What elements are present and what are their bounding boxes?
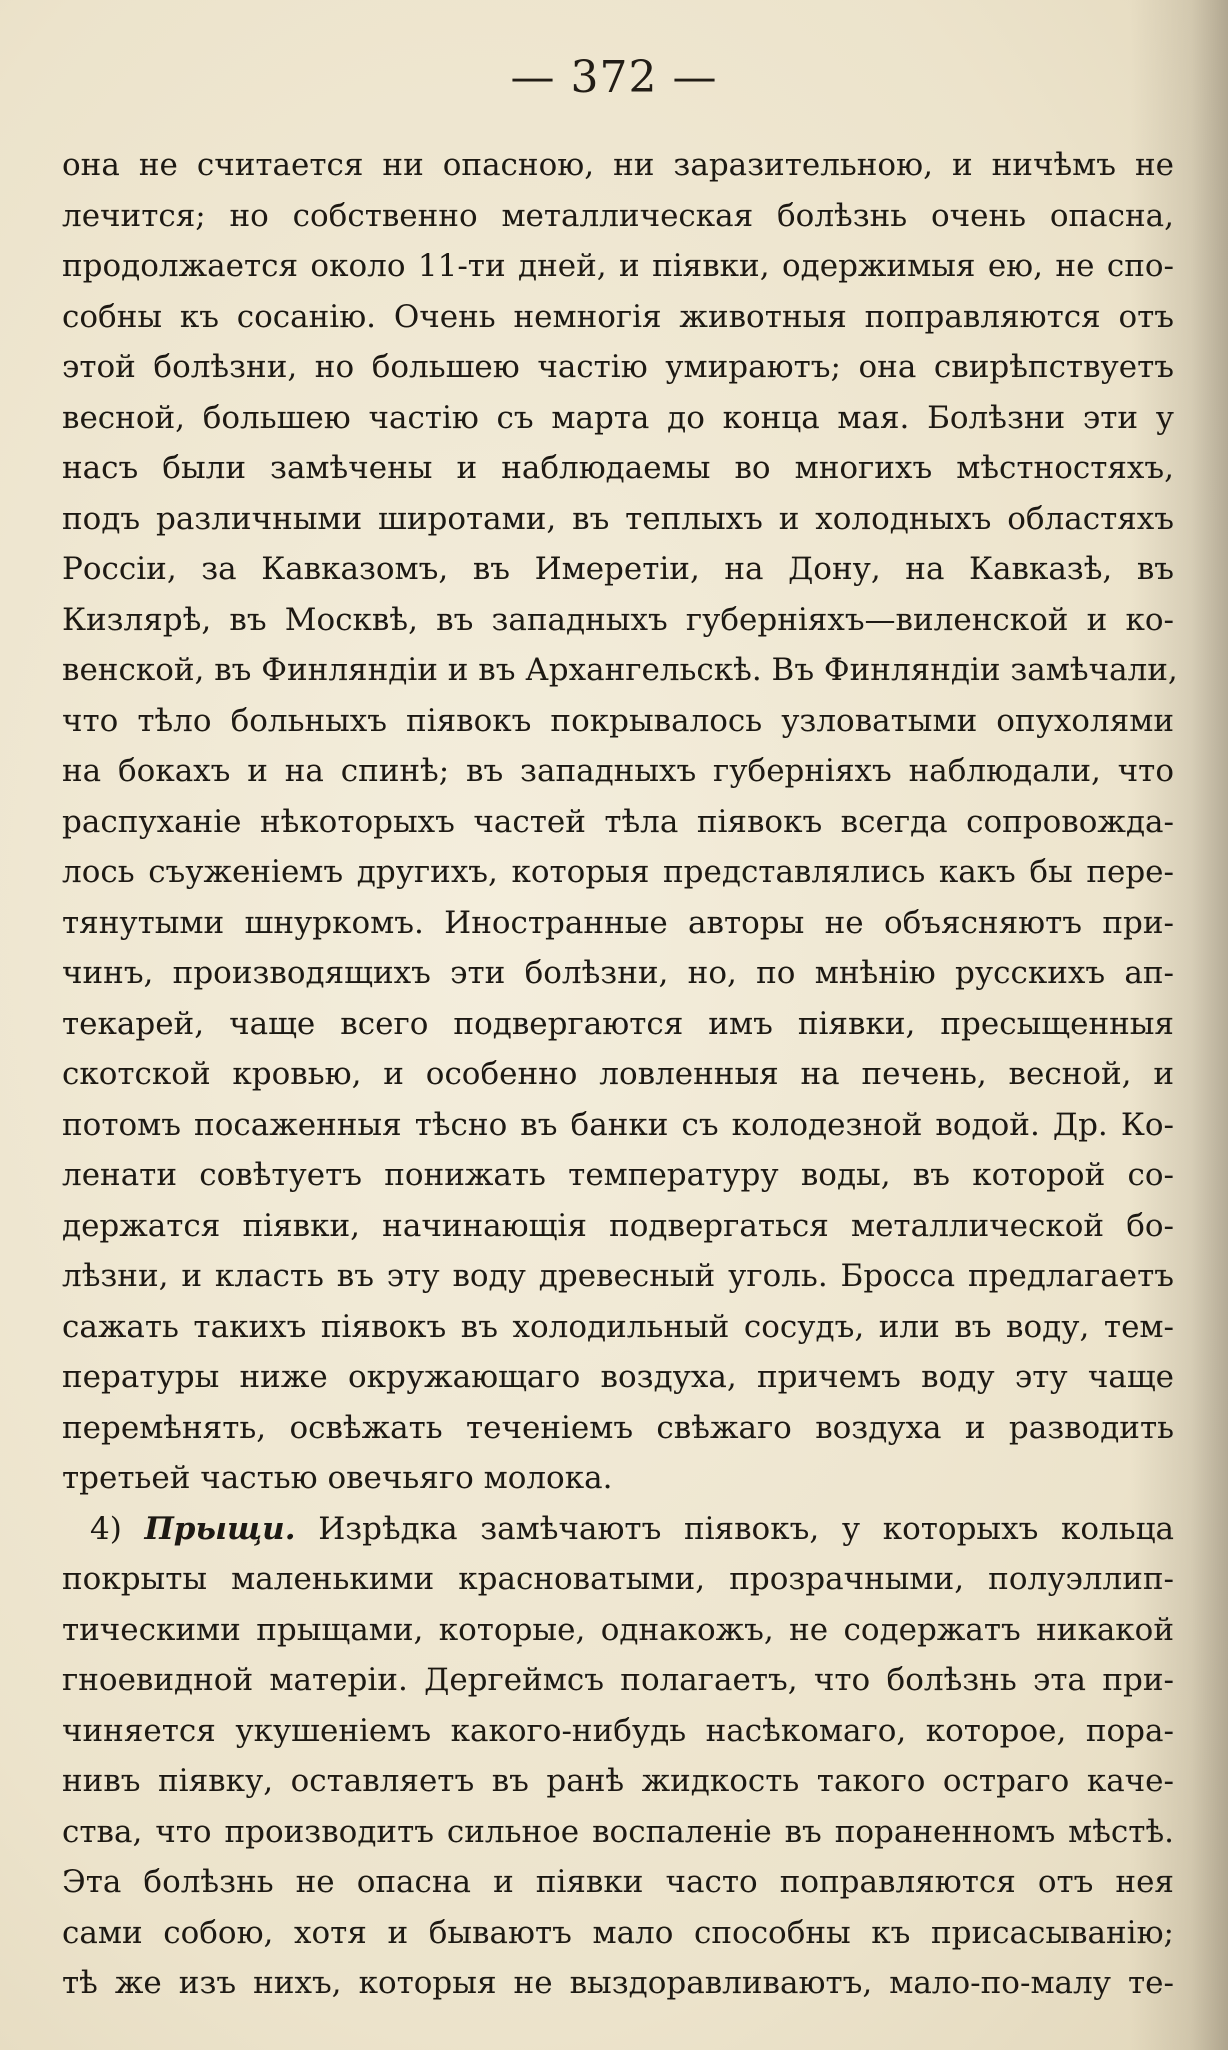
paragraph-1	[62, 140, 1178, 1504]
text-line: нивъ піявку, оставляетъ въ ранѣ жидкость такого остраго каче-	[62, 1763, 1174, 1799]
text-line: этой болѣзни, но большею частію умираютъ; она свирѣпствуетъ	[62, 349, 1174, 385]
section-number: 4)	[90, 1510, 122, 1547]
text-line: чинъ, производящихъ эти болѣзни, но, по мнѣнію русскихъ ап-	[62, 955, 1174, 991]
paragraph-2-first-line	[62, 1504, 1174, 1555]
text-line: ства, что производитъ сильное воспаленіе въ пораненномъ мѣстѣ.	[62, 1813, 1174, 1850]
text-line: что тѣло больныхъ піявокъ покрывалось узловатыми опухолями	[62, 702, 1174, 739]
text-line: покрыты маленькими красноватыми, прозрачными, полуэллип-	[62, 1561, 1174, 1597]
text-line: лечится; но собственно металлическая болѣзнь очень опасна,	[62, 197, 1174, 234]
text-line: третьей частью овечьяго молока.	[62, 1460, 613, 1496]
text-line: сами собою, хотя и бываютъ мало способны къ присасыванію;	[62, 1914, 1174, 1951]
text-line: сажать такихъ піявокъ въ холодильный сосудъ, или въ воду, тем-	[62, 1308, 1174, 1345]
text-line: Россіи, за Кавказомъ, въ Имеретіи, на Дону, на Кавказѣ, въ	[62, 551, 1174, 587]
text-line: весной, большею частію съ марта до конца мая. Болѣзни эти у	[62, 399, 1174, 436]
text-line: текарей, чаще всего подвергаются имъ піявки, пресыщенныя	[62, 1005, 1174, 1042]
text-line: Эта болѣзнь не опасна и піявки часто поправляются отъ нея	[62, 1864, 1174, 1900]
text-line: лѣзни, и класть въ эту воду древесный уголь. Бросса предлагаетъ	[62, 1258, 1174, 1294]
text-line: гноевидной матеріи. Дергеймсъ полагаетъ, что болѣзнь эта при-	[62, 1662, 1174, 1698]
text-line: держатся піявки, начинающія подвергаться металлической бо-	[62, 1207, 1174, 1244]
text-line: лось съуженіемъ другихъ, которыя представлялись какъ бы пере-	[62, 854, 1174, 890]
text-line: перемѣнять, освѣжать теченіемъ свѣжаго воздуха и разводить	[62, 1409, 1174, 1446]
page-number: — 372 —	[510, 52, 718, 103]
text-line: насъ были замѣчены и наблюдаемы во многихъ мѣстностяхъ,	[62, 450, 1174, 486]
text-line: на бокахъ и на спинѣ; въ западныхъ губерніяхъ наблюдали, что	[62, 753, 1174, 789]
text-line: продолжается около 11-ти дней, и піявки, одержимыя ею, не спо-	[62, 248, 1174, 284]
text-line: распуханіе нѣкоторыхъ частей тѣла піявокъ всегда сопровожда-	[62, 803, 1174, 840]
text-fragment: Изрѣдка замѣчаютъ піявокъ, у которыхъ кольца	[318, 1510, 1174, 1547]
text-line: собны къ сосанію. Очень немногія животныя поправляются отъ	[62, 298, 1174, 335]
text-line: подъ различными широтами, въ теплыхъ и холодныхъ областяхъ	[62, 500, 1174, 537]
text-line: Кизлярѣ, въ Москвѣ, въ западныхъ губерніяхъ—виленской и ко-	[62, 601, 1174, 638]
section-heading: Прыщи.	[144, 1510, 296, 1547]
text-line: тическими прыщами, которые, однакожъ, не содержатъ никакой	[62, 1611, 1174, 1648]
text-line: чиняется укушеніемъ какого-нибудь насѣкомаго, которое, пора-	[62, 1712, 1174, 1749]
text-line: ленати совѣтуетъ понижать температуру воды, въ которой со-	[62, 1157, 1174, 1193]
text-line: потомъ посаженныя тѣсно въ банки съ колодезной водой. Др. Ко-	[62, 1106, 1174, 1143]
text-line: тянутыми шнуркомъ. Иностранные авторы не объясняютъ при-	[62, 904, 1174, 941]
paragraph-2	[62, 1504, 1174, 2009]
text-line: тѣ же изъ нихъ, которыя не выздоравливаютъ, мало-по-малу те-	[62, 1965, 1174, 2001]
text-line: она не считается ни опасною, ни заразительною, и ничѣмъ не	[62, 147, 1174, 183]
page-text	[62, 140, 1178, 2009]
text-line: пературы ниже окружающаго воздуха, причемъ воду эту чаще	[62, 1359, 1174, 1395]
text-line: венской, въ Финляндіи и въ Архангельскѣ. Въ Финляндіи замѣчали,	[62, 652, 1178, 688]
text-line: скотской кровью, и особенно ловленныя на печень, весной, и	[62, 1056, 1174, 1092]
